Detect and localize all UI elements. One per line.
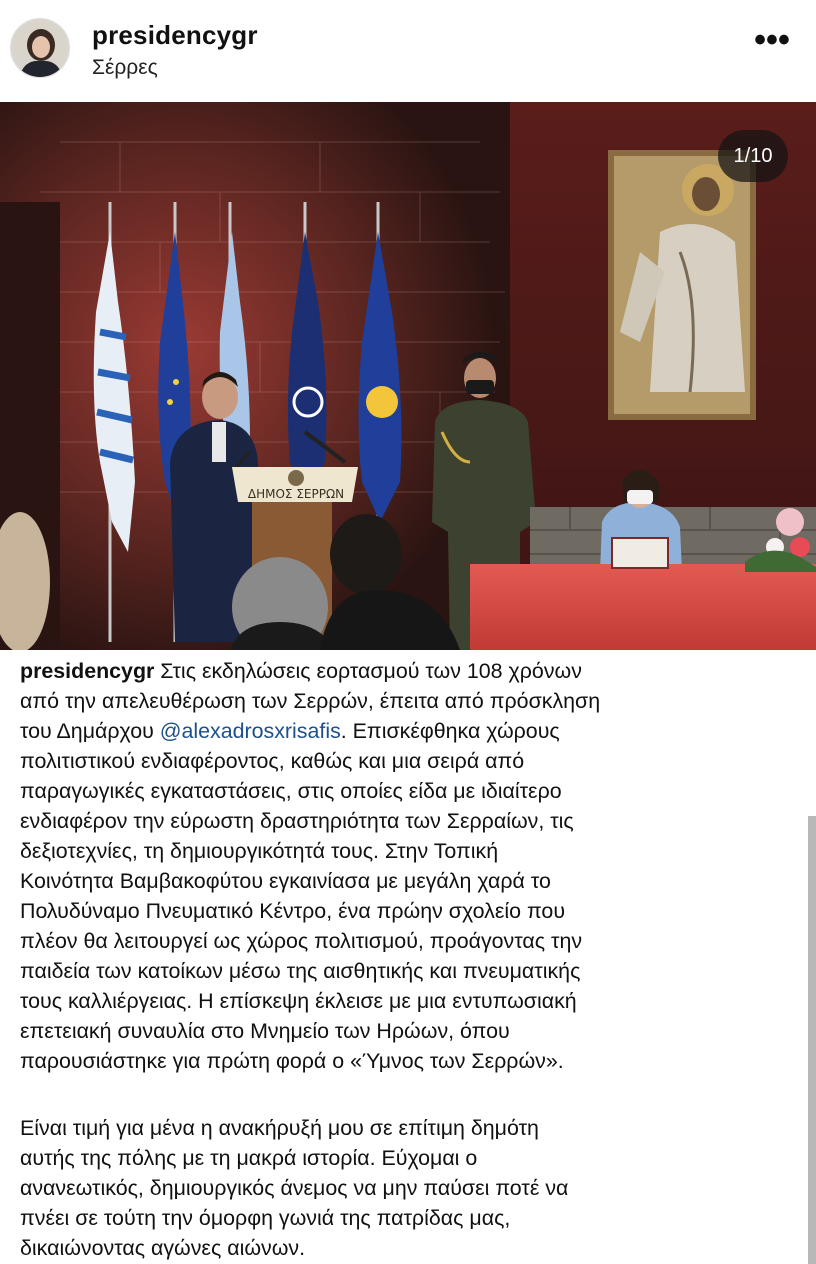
caption-paragraph-1 [20,656,796,1076]
avatar[interactable] [10,18,70,78]
more-horizontal-icon: ••• [754,21,790,59]
post-header [0,0,816,102]
carousel-counter: 1/10 [718,130,788,182]
post-photo[interactable] [0,102,816,650]
post-username[interactable]: presidencygr [92,20,258,50]
caption-text-after-mention: . Επισκέφθηκα χώρους πολιτιστικού ενδιαφέροντος, καθώς και μια σειρά από παραγωγικές εγκαταστάσεις, στις οποίες είδα με ιδιαίτερο ενδιαφέρον την εύρωστη δραστηριότητα των Σερραίων, τις δεξιοτεχνίες, τη δημιουργικότητά τους. Στην Τοπική Κοινότητα Βαμβακοφύτου εγκαινίασα με μεγάλη χαρά το Πολυδύναμο Πνευματικό Κέντρο, ένα πρώην σχολείο που πλέον θα λειτουργεί ως χώρος πολιτισμού, προάγοντας την παιδεία των κατοίκων μέσω της αισθητικής και πνευματικής τους καλλιέργειας. Η επίσκεψη έκλεισε με μια εντυπωσιακή επετειακή συναυλία στο Μνημείο των Ηρώων, όπου παρουσιάστηκε για πρώτη φορά ο «Ύμνος των Σερρών». [20,719,583,1073]
caption-text-before-mention: Στις εκδηλώσεις εορτασμού των 108 χρόνων από την απελευθέρωση των Σερρών, έπειτα από πρόσκληση του Δημάρχου [20,659,601,743]
ceremony-photo [0,102,816,650]
caption-username[interactable]: presidencygr [20,659,155,683]
avatar-portrait-icon [11,19,70,78]
caption-mention-link[interactable]: @alexadrosxrisafis [159,719,341,743]
post-location[interactable]: Σέρρες [92,56,158,79]
scroll-edge [808,816,816,1264]
caption-paragraph-2: Είναι τιμή για μένα η ανακήρυξή μου σε επίτιμη δημότη αυτής της πόλης με τη μακρά ιστορία. Εύχομαι ο ανανεωτικός, δημιουργικός άνεμος να μην παύσει ποτέ να πνέει σε τούτη την όμορφη γωνιά της πατρίδας μας, δικαιώνοντας αγώνες αιώνων. [20,1116,569,1260]
more-options-button[interactable] [752,21,792,60]
podium-label: ΔΗΜΟΣ ΣΕΡΡΩΝ [247,487,345,501]
